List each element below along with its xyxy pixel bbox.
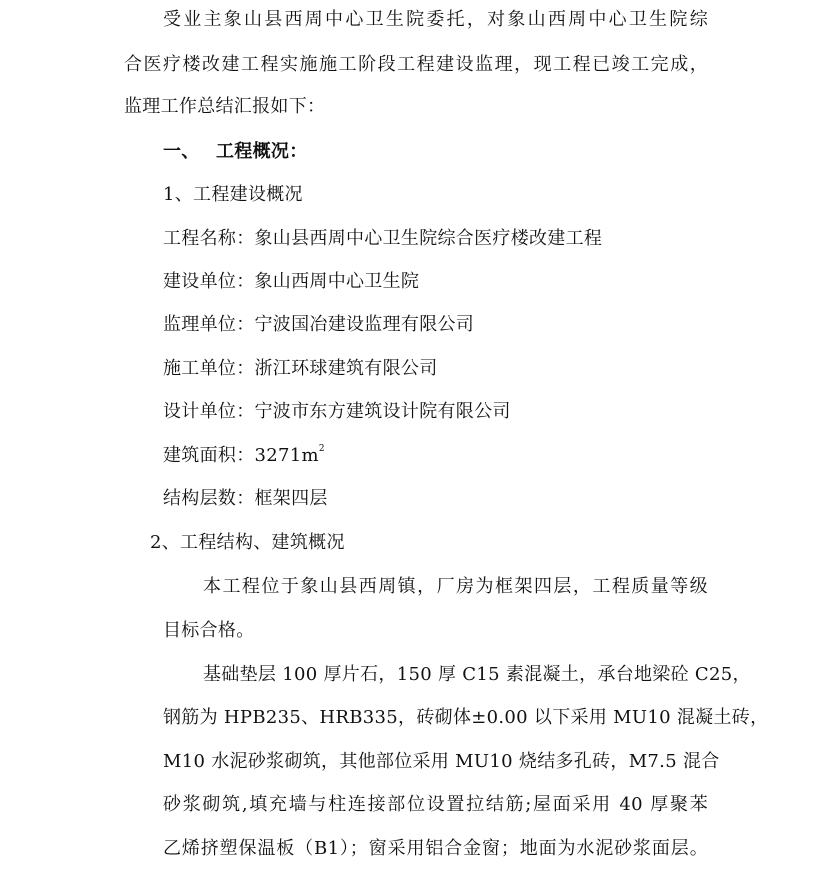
para2-line-1: 基础垫层 100 厚片石，150 厚 C15 素混凝土，承台地梁砼 C25， [203, 664, 751, 685]
subsection-1-title: 1、工程建设概况 [163, 184, 303, 205]
field-structure: 结构层数：框架四层 [163, 488, 328, 509]
para2-line-4: 砂浆砌筑,填充墙与柱连接部位设置拉结筋;屋面采用 40 厚聚苯 [163, 794, 708, 815]
field-supervisor: 监理单位：宁波国冶建设监理有限公司 [163, 314, 475, 335]
subsection-2-title: 2、工程结构、建筑概况 [150, 532, 345, 553]
para1-line-2: 目标合格。 [163, 620, 255, 641]
field-area-text: 建筑面积：3271m [163, 445, 319, 466]
section-number: 一、 [163, 141, 200, 162]
field-area [163, 445, 325, 467]
area-superscript: 2 [318, 444, 325, 454]
section-title: 工程概况： [216, 141, 308, 162]
para2-line-5: 乙烯挤塑保温板（B1）；窗采用铝合金窗；地面为水泥砂浆面层。 [163, 838, 708, 859]
field-contractor: 施工单位：浙江环球建筑有限公司 [163, 358, 438, 379]
intro-line-1: 受业主象山县西周中心卫生院委托，对象山西周中心卫生院综 [163, 9, 708, 30]
intro-line-2: 合医疗楼改建工程实施施工阶段工程建设监理，现工程已竣工完成， [124, 54, 708, 75]
para2-line-3: M10 水泥砂浆砌筑，其他部位采用 MU10 烧结多孔砖，M7.5 混合 [163, 751, 720, 772]
field-owner: 建设单位：象山西周中心卫生院 [163, 271, 420, 292]
field-designer: 设计单位：宁波市东方建筑设计院有限公司 [163, 401, 511, 422]
para1-line-1: 本工程位于象山县西周镇，厂房为框架四层，工程质量等级 [203, 576, 708, 597]
intro-line-3: 监理工作总结汇报如下： [124, 96, 326, 117]
field-project-name: 工程名称：象山县西周中心卫生院综合医疗楼改建工程 [163, 228, 603, 249]
para2-line-2: 钢筋为 HPB235、HRB335，砖砌体±0.00 以下采用 MU10 混凝土砖， [163, 707, 769, 728]
